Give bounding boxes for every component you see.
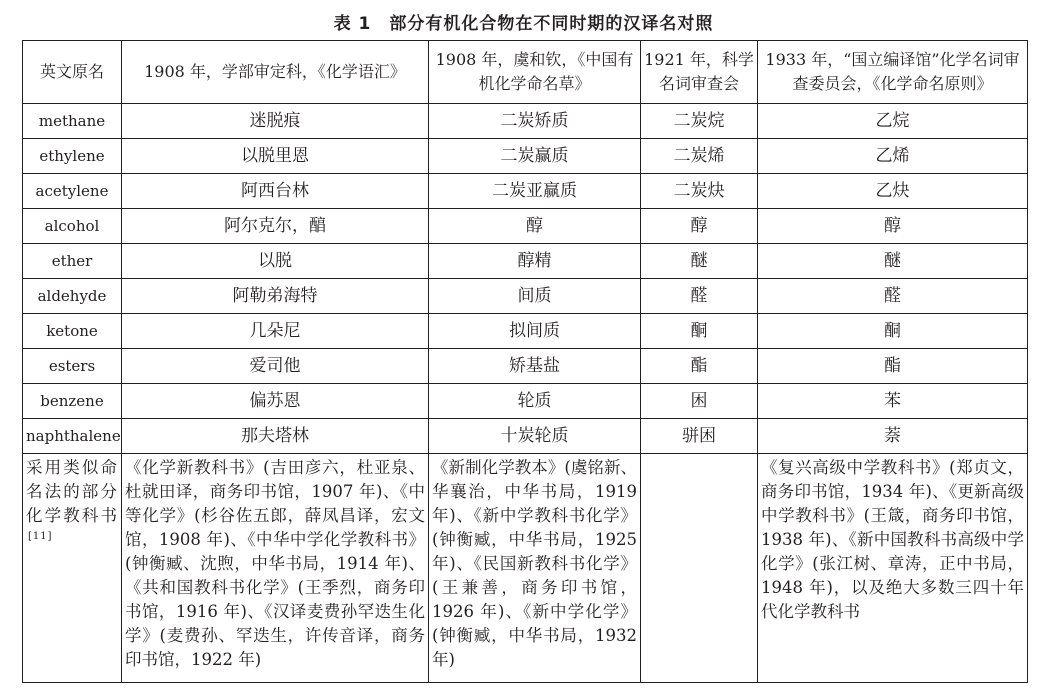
header-cell: 英文原名	[23, 41, 122, 104]
table-cell: 阿尔克尔，醕	[122, 209, 429, 244]
reference-marker: [11]	[28, 530, 53, 542]
table-cell: 酮	[641, 314, 758, 349]
table-cell: 酮	[758, 314, 1028, 349]
header-cell: 1908 年，虞和钦，《中国有机化学命名草》	[429, 41, 641, 104]
table-cell: 二炭炔	[641, 174, 758, 209]
textbooks-row-label	[23, 454, 122, 683]
header-cell: 1933 年，“国立编译馆”化学名词审查委员会，《化学命名原则》	[758, 41, 1028, 104]
table-cell: 阿勒弟海特	[122, 279, 429, 314]
table-row	[23, 209, 1028, 244]
table-cell: 二炭矫质	[429, 104, 641, 139]
table-cell: 醇精	[429, 244, 641, 279]
textbooks-cell: 《化学新教科书》(吉田彦六，杜亚泉、杜就田译，商务印书馆，1907 年)、《中等化学》(杉谷佐五郎，薛凤昌译，宏文馆，1908 年)、《中华中学化学教科书》(钟衡臧、沈煦，中华书局，1914 年)、《共和国教科书化学》(王季烈，商务印书馆，1916 年)、《汉译麦费孙罕迭生化学》(麦费孙、罕迭生，许传音译，商务印书馆，1922 年)	[122, 454, 429, 683]
english-name-cell: ether	[23, 244, 122, 279]
table-cell: 爱司他	[122, 349, 429, 384]
table-cell: 醚	[641, 244, 758, 279]
english-name-cell: methane	[23, 104, 122, 139]
table-row	[23, 279, 1028, 314]
table-title: 部分有机化合物在不同时期的汉译名对照	[389, 14, 714, 34]
header-cell: 1908 年，学部审定科，《化学语汇》	[122, 41, 429, 104]
table-caption	[0, 14, 1047, 34]
header-cell: 1921 年，科学名词审查会	[641, 41, 758, 104]
table-number: 表 1	[333, 14, 372, 34]
table-cell: 醇	[429, 209, 641, 244]
table-cell: 苯	[758, 384, 1028, 419]
terminology-comparison-table	[22, 40, 1028, 683]
english-name-cell: benzene	[23, 384, 122, 419]
textbooks-cell: 《新制化学教本》(虞铭新、华襄治，中华书局，1919 年)、《新中学教科书化学》(钟衡臧，中华书局，1925 年)、《民国新教科书化学》(王兼善，商务印书馆，1926 年)、《新中学化学》(钟衡臧，中华书局，1932 年)	[429, 454, 641, 683]
textbooks-cell-empty	[641, 454, 758, 683]
table-cell: 醛	[641, 279, 758, 314]
table-cell: 以脱里恩	[122, 139, 429, 174]
table-cell: 醛	[758, 279, 1028, 314]
table-cell: 乙烯	[758, 139, 1028, 174]
table-cell: 二炭赢质	[429, 139, 641, 174]
english-name-cell: ethylene	[23, 139, 122, 174]
table-cell: 拟间质	[429, 314, 641, 349]
table-cell: 醇	[641, 209, 758, 244]
table-cell: 二炭烯	[641, 139, 758, 174]
table-cell: 乙烷	[758, 104, 1028, 139]
table-cell: 醚	[758, 244, 1028, 279]
table-row	[23, 174, 1028, 209]
english-name-cell: acetylene	[23, 174, 122, 209]
table-cell: 矫基盐	[429, 349, 641, 384]
table-cell: 以脱	[122, 244, 429, 279]
table-row	[23, 244, 1028, 279]
english-name-cell: aldehyde	[23, 279, 122, 314]
english-name-cell: esters	[23, 349, 122, 384]
table-cell: 十炭轮质	[429, 419, 641, 454]
table-cell: 二炭亚赢质	[429, 174, 641, 209]
table-cell: 间质	[429, 279, 641, 314]
table-row	[23, 349, 1028, 384]
table-row	[23, 384, 1028, 419]
table-cell: 二炭烷	[641, 104, 758, 139]
table-cell: 那夫塔林	[122, 419, 429, 454]
table-cell: 几朵尼	[122, 314, 429, 349]
english-name-cell: ketone	[23, 314, 122, 349]
table-row	[23, 104, 1028, 139]
table-cell: 酯	[758, 349, 1028, 384]
table-cell: 偏苏恩	[122, 384, 429, 419]
table-cell: 骈困	[641, 419, 758, 454]
header-row	[23, 41, 1028, 104]
english-name-cell: naphthalene	[23, 419, 122, 454]
table-cell: 迷脱痕	[122, 104, 429, 139]
table-row	[23, 314, 1028, 349]
table-row	[23, 139, 1028, 174]
table-cell: 萘	[758, 419, 1028, 454]
table-cell: 阿西台林	[122, 174, 429, 209]
table-row	[23, 419, 1028, 454]
table-cell: 困	[641, 384, 758, 419]
textbooks-cell: 《复兴高级中学教科书》(郑贞文，商务印书馆，1934 年)、《更新高级中学教科书》(王箴，商务印书馆，1938 年)、《新中国教科书高级中学化学》(张江树、章涛，正中书局，1948 年)，以及绝大多数三四十年代化学教科书	[758, 454, 1028, 683]
table-cell: 醇	[758, 209, 1028, 244]
table-cell: 乙炔	[758, 174, 1028, 209]
textbooks-label-text: 采用类似命名法的部分化学教科书	[26, 458, 118, 525]
table-cell: 酯	[641, 349, 758, 384]
textbooks-row	[23, 454, 1028, 683]
table-cell: 轮质	[429, 384, 641, 419]
english-name-cell: alcohol	[23, 209, 122, 244]
